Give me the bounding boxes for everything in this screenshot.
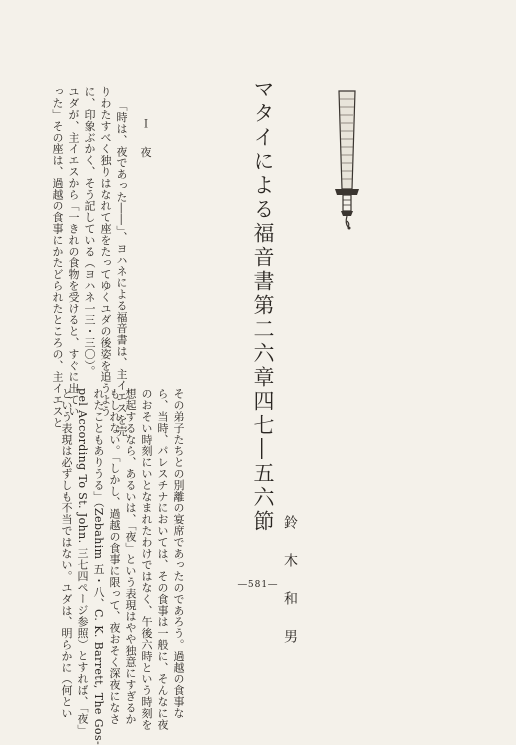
body-line: った」その座は、過越の食事にかたどられたところの、主イエスと — [51, 86, 64, 428]
page-number: ―581― — [237, 580, 279, 590]
sword-illustration — [325, 85, 370, 235]
body-line: 「時は、夜であった――」、ヨハネによる福音書は、主イエスを売 — [115, 100, 128, 437]
body-line: に、印象ぶかく、そう記している（ヨハネ一三・三〇）。 — [83, 86, 96, 377]
body-line: ユダが、主イエスから「一きれの食物を受けると、すぐに出てい — [67, 86, 80, 417]
author-name: 鈴木和男 — [282, 515, 298, 667]
body-line: もしれない。「しかし、過越の食事に限って、夜おそく深夜になさ — [108, 388, 121, 725]
body-line: れたこともありうる」（Zebahim 五・八、C. K. Barrett, The Gos- — [92, 388, 105, 745]
section-heading: Ｉ 夜 — [139, 118, 152, 165]
body-line: りわたすべく独りはなれて座をたってゆくユダの後姿を追うよう — [99, 86, 112, 417]
article-title: マタイによる福音書第二六章四七―五六節 — [251, 78, 275, 534]
body-line: のおそい時刻にいとなまれたわけではなく、午後六時という時刻を — [140, 388, 153, 730]
body-line: 想起するなら、あるいは、「夜」という表現はやや独意にすぎるか — [124, 388, 137, 725]
body-line: という表現は必ずしも不当ではない。ユダは、明らかに（何とい — [60, 388, 73, 719]
body-line: pel According To St. John. 三七四ページ参照）とすれば、「夜」 — [76, 388, 89, 736]
body-line: ら、当時、パレスチナにおいては、その食事は一般に、そんなに夜 — [156, 388, 169, 730]
body-line: その弟子たちとの別離の宴席であったのであろう。過越の食事な — [172, 388, 185, 719]
